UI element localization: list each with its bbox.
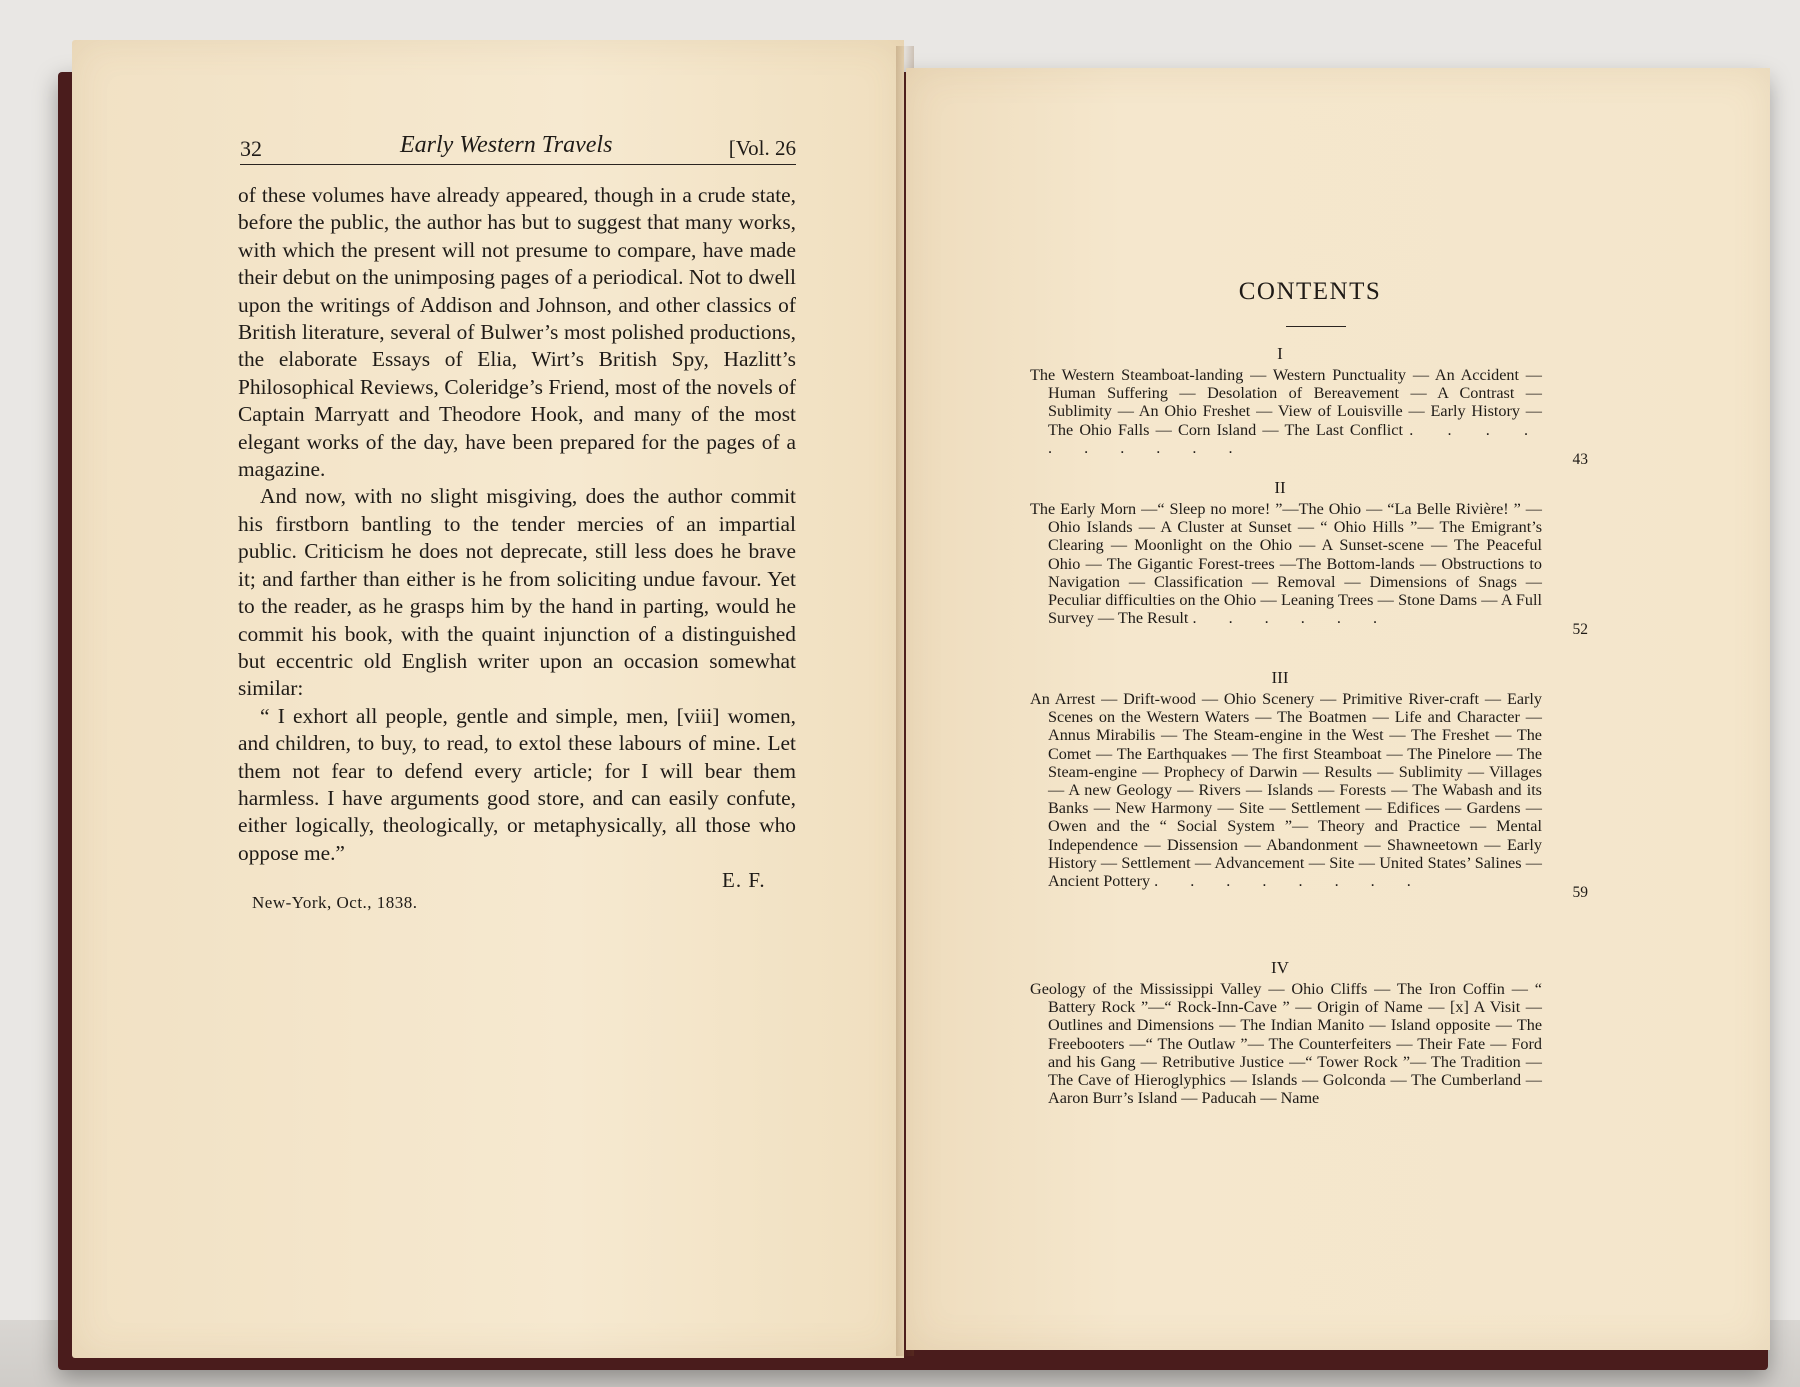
- paragraph: And now, with no slight misgiving, does the author commit his firstborn bantling to the tender mercies of an impartial public. Criticism he does not deprecate, still less does he brave it; and farther than either is he from soliciting undue favour. Yet to the reader, as he grasps him by the hand in parting, would he commit his book, with the quaint injunction of a distinguished but eccentric old English writer upon an occasion somewhat similar:: [238, 484, 796, 701]
- chapter-numeral: I: [1277, 344, 1283, 363]
- chapter-numeral: II: [1274, 478, 1286, 497]
- chapter-entry: [1030, 344, 1588, 469]
- volume-label: [Vol. 26: [728, 136, 796, 160]
- chapter-numeral: IV: [1271, 958, 1289, 977]
- dateline: New-York, Oct., 1838.: [252, 893, 418, 912]
- book-title: Early Western Travels: [400, 132, 613, 158]
- preface-text: [238, 182, 796, 867]
- chapter-description: An Arrest — Drift-wood — Ohio Scenery — Primitive River-craft — Early Scenes on the Western Waters — The Boatmen — Life and Character — Annus Mirabilis — The Steam-engine in the West — The Freshet — The Comet — The Earthquakes — The first Steamboat — The Pinelore — The Steam-engine — Prophecy of Darwin — Results — Sublimity — Villages — A new Geology — Rivers — Islands — Forests — The Wabash and its Banks — New Harmony — Site — Settlement — Edifices — Gardens — Owen and the “ Social System ”— Theory and Practice — Mental Independence — Dissension — Abandonment — Shawneetown — Early History — Settlement — Advancement — Site — United States’ Salines — Ancient Pottery . . . . . . . .: [1030, 690, 1542, 891]
- chapter-entry: [1030, 478, 1588, 639]
- chapter-description: Geology of the Mississippi Valley — Ohio Cliffs — The Iron Coffin — “ Battery Rock ”—“ Rock-Inn-Cave ” — Origin of Name — [x] A Visit — Outlines and Dimensions — The Indian Manito — Island opposite — The Freebooters —“ The Outlaw ”— The Counterfeiters — Their Fate — Ford and his Gang — Retributive Justice —“ Tower Rock ”— The Tradition — The Cave of Hieroglyphics — Islands — Golconda — The Cumberland — Aaron Burr’s Island — Paducah — Name: [1030, 980, 1542, 1108]
- quotation: “ I exhort all people, gentle and simple, men, [viii] women, and children, to buy, to read, to extol these labours of mine. Let them not fear to defend every article; for I will bear them harmless. I have arguments good store, and can easily confute, either logically, theologically, or metaphysically, all those who oppose me.”: [238, 703, 796, 865]
- author-initials: E. F.: [722, 868, 766, 892]
- chapter-page: 43: [1572, 451, 1588, 469]
- contents-heading: CONTENTS: [1238, 278, 1382, 305]
- chapter-description: The Western Steamboat-landing — Western Punctuality — An Accident — Human Suffering — Desolation of Bereavement — A Contrast — Sublimity — An Ohio Freshet — View of Louisville — Early History — The Ohio Falls — Corn Island — The Last Conflict . . . . . . . . . .: [1030, 366, 1543, 457]
- chapter-page: 59: [1572, 884, 1588, 902]
- chapter-page: 52: [1572, 621, 1588, 639]
- heading-rule: [1286, 326, 1346, 327]
- dot-leader: . . . . . . . .: [1154, 872, 1425, 891]
- running-head: [240, 132, 796, 165]
- chapter-description: The Early Morn —“ Sleep no more! ”—The Ohio — “La Belle Rivière! ” — Ohio Islands — A Cluster at Sunset — “ Ohio Hills ”— The Emigrant’s Clearing — Moonlight on the Ohio — A Sunset-scene — The Peaceful Ohio — The Gigantic Forest-trees —The Bottom-lands — Obstructions to Navigation — Classification — Removal — Dimensions of Snags — Peculiar difficulties on the Ohio — Leaning Trees — Stone Dams — A Full Survey — The Result . . . . . .: [1030, 500, 1542, 628]
- chapter-numeral: III: [1271, 668, 1289, 687]
- chapter-entry: [1030, 668, 1588, 902]
- dot-leader: . . . . . . . . . .: [1048, 420, 1543, 457]
- chapter-entry: [1030, 958, 1550, 1107]
- page-number: 32: [240, 136, 262, 161]
- dot-leader: . . . . . .: [1192, 609, 1391, 628]
- paragraph: of these volumes have already appeared, though in a crude state, before the public, the author has but to suggest that many works, with which the present will not presume to compare, have made their debut on the unimposing pages of a periodical. Not to dwell upon the writings of Addison and Johnson, and other classics of British literature, several of Bulwer’s most polished productions, the elaborate Essays of Elia, Wirt’s British Spy, Hazlitt’s Philosophical Reviews, Coleridge’s Friend, most of the novels of Captain Marryatt and Theodore Hook, and many of the most elegant works of the day, have been prepared for the pages of a magazine.: [238, 183, 796, 482]
